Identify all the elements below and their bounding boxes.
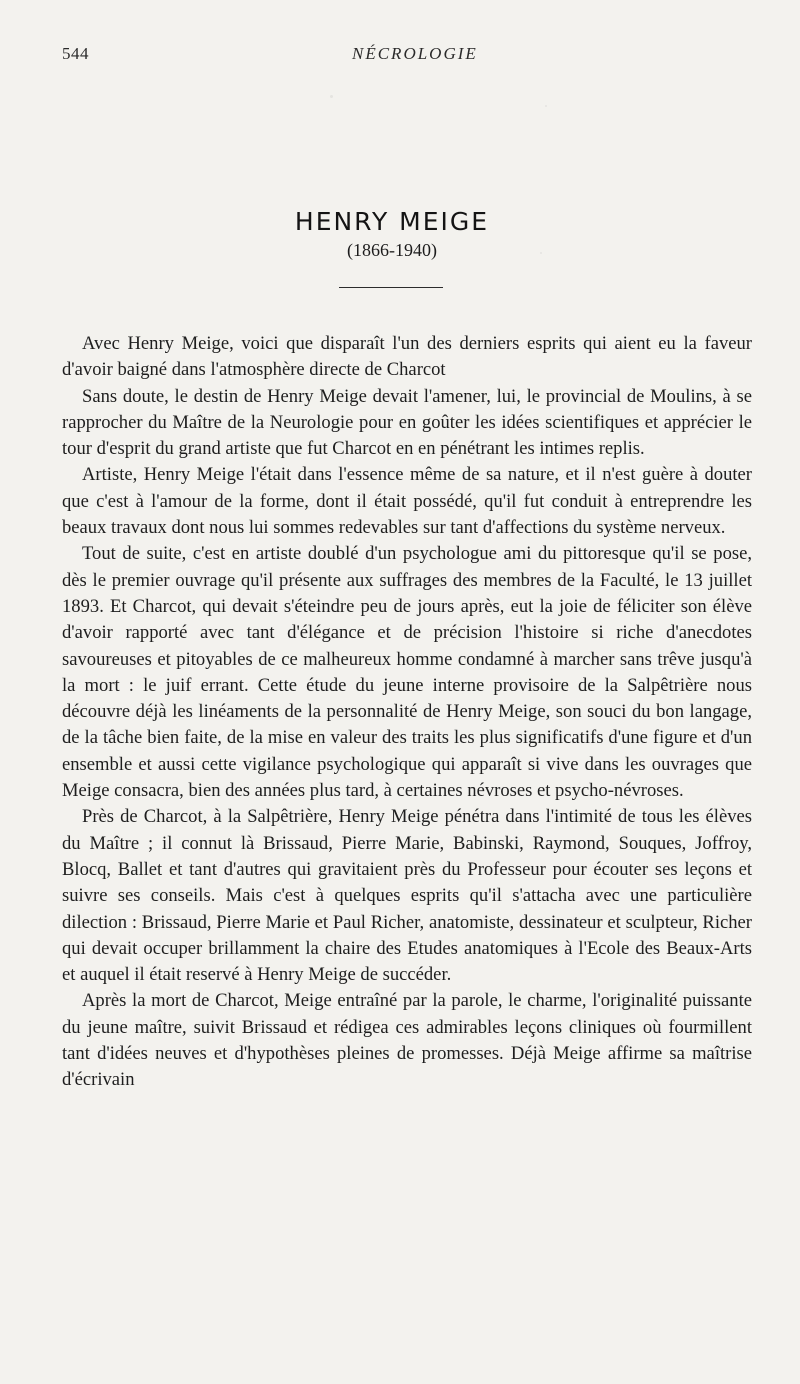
paper-speck [545, 105, 547, 107]
life-dates: (1866-1940) [347, 240, 437, 260]
page-number: 544 [62, 44, 89, 63]
paragraph: Après la mort de Charcot, Meige entraîné par la parole, le charme, l'originalité puissante du jeune maître, suivit Brissaud et rédigea ces admirables leçons cliniques où fourmillent tant d'idées neuves et d'hypothèses pleines de promesses. Déjà Meige affirme sa maîtrise d'écrivain [62, 990, 752, 1091]
article-body [62, 331, 752, 1094]
paragraph: Avec Henry Meige, voici que disparaît l'un des derniers esprits qui aient eu la faveur d'avoir baigné dans l'atmosphère directe de Charcot [62, 333, 752, 381]
title-rule [339, 287, 443, 288]
paper-speck [330, 95, 333, 98]
paragraph: Artiste, Henry Meige l'était dans l'essence même de sa nature, et il n'est guère à douter que c'est à l'amour de la forme, dont il était possédé, qu'il fut conduit à entreprendre les beaux travaux dont nous lui sommes redevables sur tant d'affections du système nerveux. [62, 464, 752, 539]
obituary-heading [0, 207, 800, 261]
paragraph: Tout de suite, c'est en artiste doublé d'un psychologue ami du pittoresque qu'il se pose, dès le premier ouvrage qu'il présente aux suffrages des membres de la Faculté, le 13 juillet 1893. Et Charcot, qui devait s'éteindre peu de jours après, eut la joie de féliciter son élève d'avoir rapporté avec tant d'élégance et de précision l'histoire si riche d'anecdotes savoureuses et pitoyables de ce malheureux homme condamné à marcher sans trêve jusqu'à la mort : le juif errant. Cette étude du jeune interne provisoire de la Salpêtrière nous découvre déjà les linéaments de la personnalité de Henry Meige, son souci du bon langage, de la tâche bien faite, de la mise en valeur des traits les plus significatifs d'une figure et d'un ensemble et aussi cette vigilance psychologique qui apparaît si vive dans les ouvrages que Meige consacra, bien des années plus tard, à certaines névroses et psycho-névroses. [62, 543, 752, 802]
running-head [62, 44, 762, 68]
paragraph: Sans doute, le destin de Henry Meige devait l'amener, lui, le provincial de Moulins, à se rapprocher du Maître de la Neurologie pour en goûter les idées scientifiques et apprécier le tour d'esprit du grand artiste que fut Charcot en en pénétrant les intimes replis. [62, 385, 752, 460]
article-title: HENRY MEIGE [294, 207, 490, 236]
section-title: NÉCROLOGIE [352, 44, 478, 63]
paragraph: Près de Charcot, à la Salpêtrière, Henry Meige pénétra dans l'intimité de tous les élèves du Maître ; il connut là Brissaud, Pierre Marie, Babinski, Raymond, Souques, Joffroy, Blocq, Ballet et tant d'autres qui gravitaient près du Professeur pour écouter ses leçons et suivre ses conseils. Mais c'est à quelques esprits qu'il s'attacha avec une particulière dilection : Brissaud, Pierre Marie et Paul Richer, anatomiste, dessinateur et sculpteur, Richer qui devait occuper brillamment la chaire des Etudes anatomiques à l'Ecole des Beaux-Arts et auquel il était reservé à Henry Meige de succéder. [62, 806, 752, 986]
